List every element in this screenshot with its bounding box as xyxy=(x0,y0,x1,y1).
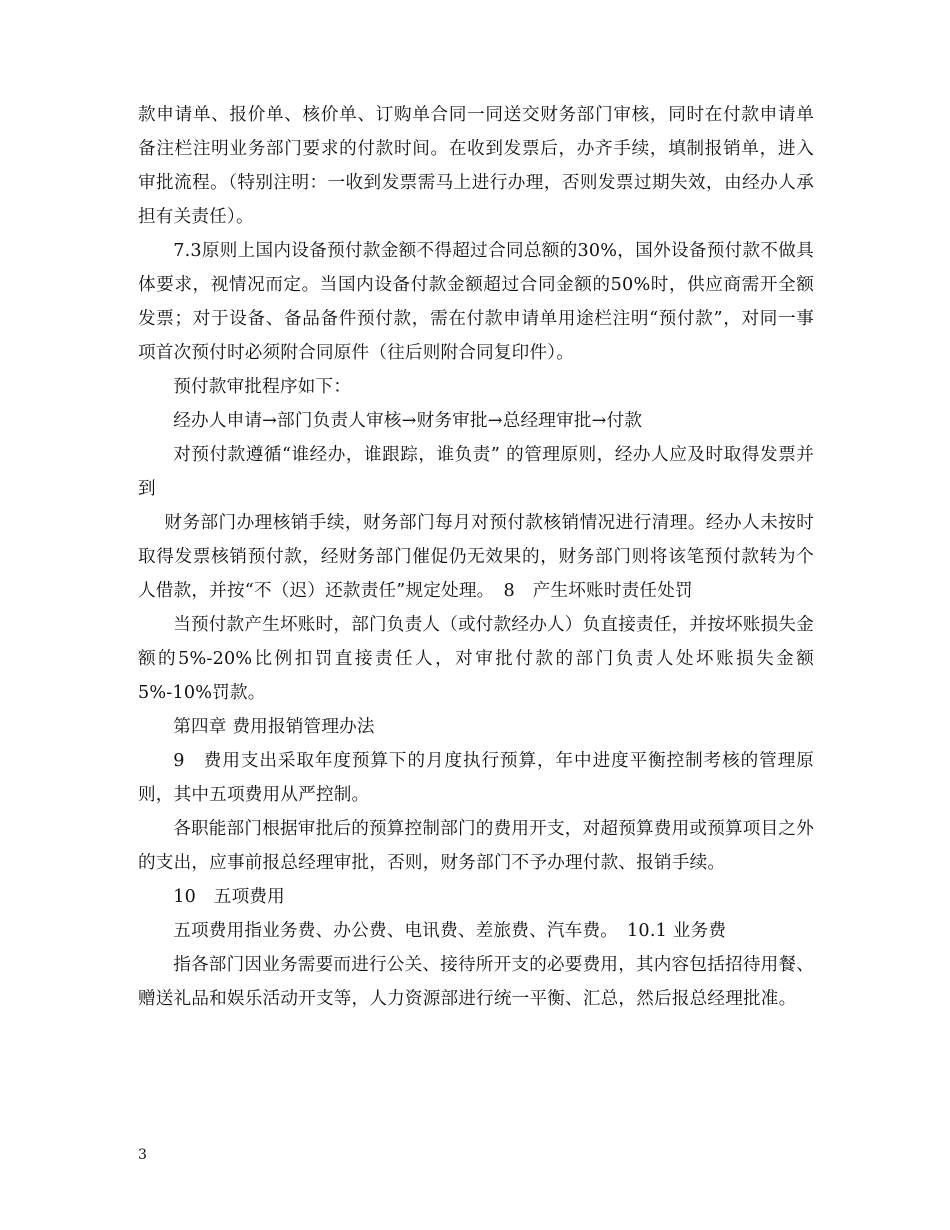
paragraph-five-expenses: 五项费用指业务费、办公费、电讯费、差旅费、汽车费。 10.1 业务费 xyxy=(173,921,727,941)
paragraph-7-3-prepayment-limit: 7.3原则上国内设备预付款金额不得超过合同总额的30%，国外设备预付款不做具体要求，视情况而定。当国内设备付款金额超过合同金额的50%时，供应商需开全额发票；对于设备、备品备件预付款，需在付款申请单用途栏注明“预付款”，对同一事项首次预付时必须附合同原件（往后则附合同复印件）。 xyxy=(138,241,814,363)
paragraph-approval-flow: 经办人申请→部门负责人审核→财务审批→总经理审批→付款 xyxy=(173,411,643,431)
paragraph-business-expense: 指各部门因业务需要而进行公关、接待所开支的必要费用，其内容包括招待用餐、赠送礼品和娱乐活动开支等，人力资源部进行统一平衡、汇总，然后报总经理批准。 xyxy=(138,955,814,1009)
paragraph-payment-request: 款申请单、报价单、核价单、订购单合同一同送交财务部门审核，同时在付款申请单备注栏注明业务部门要求的付款时间。在收到发票后，办齐手续，填制报销单，进入审批流程。（特别注明：一收到发票需马上进行办理，否则发票过期失效，由经办人承担有关责任）。 xyxy=(138,105,814,227)
paragraph-write-off: 财务部门办理核销手续，财务部门每月对预付款核销情况进行清理。经办人未按时取得发票核销预付款，经财务部门催促仍无效果的，财务部门则将该笔预付款转为个人借款，并按“不（迟）还款责任”规定处理。 8 产生坏账时责任处罚 xyxy=(138,513,814,601)
paragraph-bad-debt-penalty: 当预付款产生坏账时，部门负责人（或付款经办人）负直接责任，并按坏账损失金额的5%-20%比例扣罚直接责任人，对审批付款的部门负责人处坏账损失金额5%-10%罚款。 xyxy=(138,615,814,703)
page-number: 3 xyxy=(138,1147,147,1163)
paragraph-9-budget: 9 费用支出采取年度预算下的月度执行预算，年中进度平衡控制考核的管理原则，其中五项费用从严控制。 xyxy=(138,751,814,805)
chapter-heading-4: 第四章 费用报销管理办法 xyxy=(173,717,375,737)
paragraph-department-budget: 各职能部门根据审批后的预算控制部门的费用开支，对超预算费用或预算项目之外的支出，应事前报总经理审批，否则，财务部门不予办理付款、报销手续。 xyxy=(138,819,814,873)
paragraph-approval-procedure-heading: 预付款审批程序如下： xyxy=(173,377,352,397)
document-body xyxy=(138,98,814,1016)
paragraph-management-principle: 对预付款遵循“谁经办，谁跟踪，谁负责” 的管理原则，经办人应及时取得发票并到 xyxy=(138,445,814,499)
section-heading-10: 10 五项费用 xyxy=(173,887,285,907)
